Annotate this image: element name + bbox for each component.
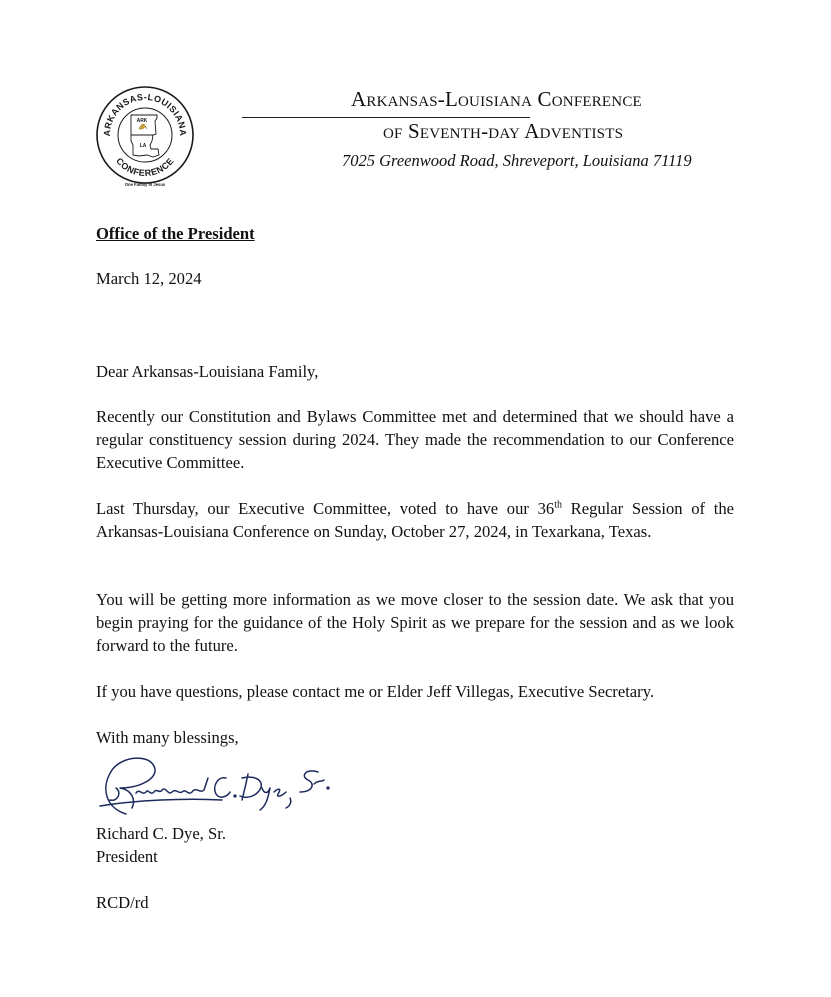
signer-name: Richard C. Dye, Sr. <box>96 824 226 843</box>
reference-initials: RCD/rd <box>96 893 149 912</box>
logo-flame-icon <box>139 124 147 129</box>
logo-state-top: ARK <box>136 118 148 124</box>
paragraph-1: Recently our Constitution and Bylaws Committee met and determined that we should have a regular constituency session during 2024. They made the recommendation to our Conference Executive Committee. <box>96 407 734 472</box>
handwritten-signature <box>96 748 341 823</box>
office-heading: Office of the President <box>96 224 255 243</box>
logo-motto: One Family in Jesus <box>124 182 166 187</box>
paragraph-4: If you have questions, please contact me or Elder Jeff Villegas, Executive Secretary. <box>96 682 655 701</box>
org-name-line1: Arkansas-Louisiana Conference <box>351 87 642 111</box>
ordinal-suffix: th <box>554 499 562 511</box>
logo-ring-bottom-text: CONFERENCE <box>114 155 176 179</box>
signer-title: President <box>96 847 158 866</box>
logo-ring-top-text: ARKANSAS-LOUISIANA <box>101 91 189 137</box>
org-name-line2: of Seventh-day Adventists <box>383 119 624 143</box>
conference-seal-logo <box>95 85 195 189</box>
logo-state-bottom: LA <box>139 143 147 149</box>
letter-date: March 12, 2024 <box>96 269 202 288</box>
org-address: 7025 Greenwood Road, Shreveport, Louisiana 71119 <box>342 151 692 170</box>
salutation: Dear Arkansas-Louisiana Family, <box>96 362 319 381</box>
letterhead-rule <box>242 117 530 118</box>
paragraph-2-end: Regular Session of the Arkansas-Louisiana Conference on Sunday, October 27, 2024, in Texarkana, Texas. <box>96 499 734 541</box>
paragraph-2 <box>96 497 734 543</box>
closing: With many blessings, <box>96 728 239 747</box>
paragraph-3: You will be getting more information as we move closer to the session date. We ask that you begin praying for the guidance of the Holy Spirit as we prepare for the session and as we look forward to the future. <box>96 590 734 655</box>
paragraph-2-start: Last Thursday, our Executive Committee, voted to have our 36 <box>96 499 555 518</box>
